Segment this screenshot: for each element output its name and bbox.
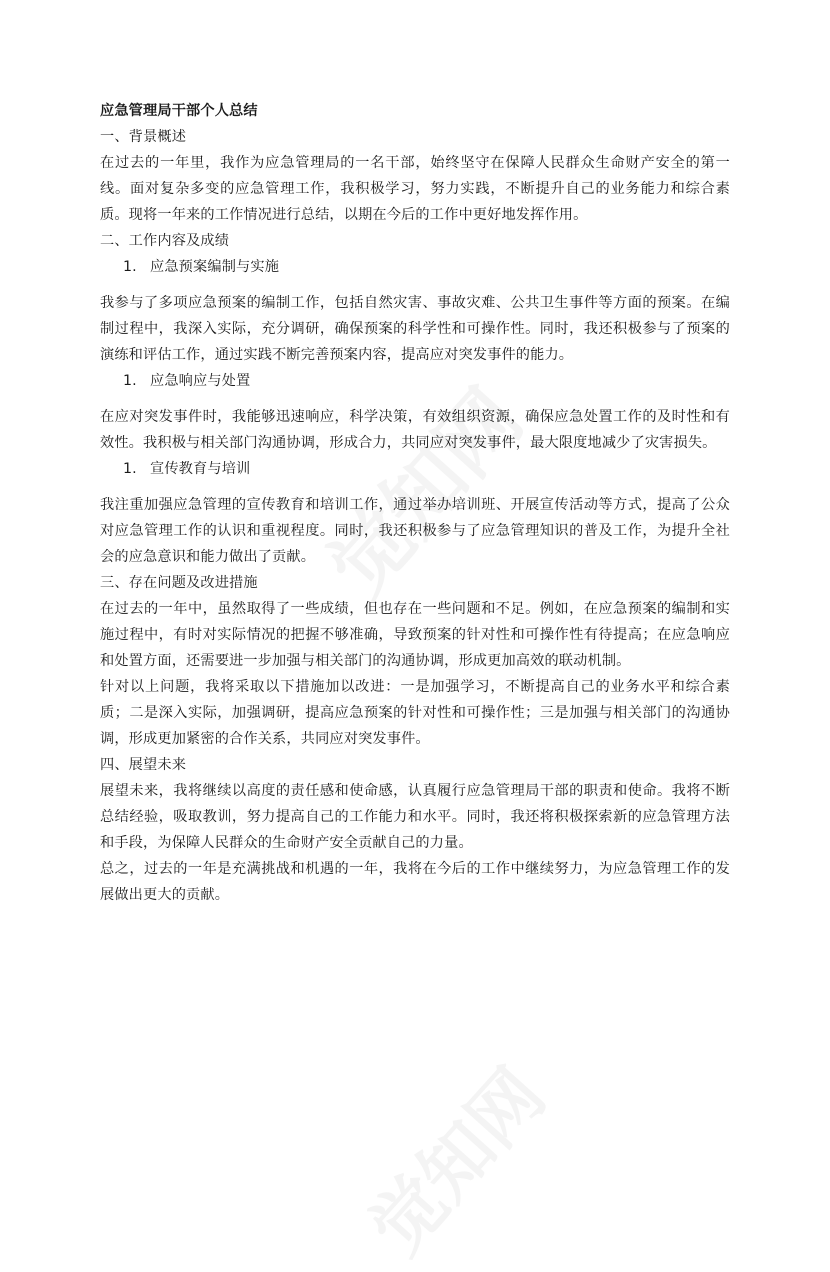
section-heading: 四、展望未来 [100,757,187,773]
subsection-heading [100,254,730,280]
paragraph: 在应对突发事件时，我能够迅速响应，科学决策，有效组织资源，确保应急处置工作的及时性和有效性。我积极与相关部门沟通协调，形成合力，共同应对突发事件，最大限度地减少了灾害损失。 [100,409,730,451]
paragraph: 我注重加强应急管理的宣传教育和培训工作，通过举办培训班、开展宣传活动等方式，提高了公众对应急管理工作的认识和重视程度。同时，我还积极参与了应急管理知识的普及工作，为提升全社会的应急意识和能力做出了贡献。 [100,497,730,565]
paragraph: 我参与了多项应急预案的编制工作，包括自然灾害、事故灾难、公共卫生事件等方面的预案。在编制过程中，我深入实际，充分调研，确保预案的科学性和可操作性。同时，我还积极参与了预案的演练和评估工作，通过实践不断完善预案内容，提高应对突发事件的能力。 [100,295,730,363]
subsection-title: 宣传教育与培训 [150,461,251,477]
document-body [100,98,730,908]
subsection-title: 应急响应与处置 [150,373,251,389]
section-heading: 三、存在问题及改进措施 [100,575,258,591]
subsection-heading [100,368,730,394]
subsection-heading [100,456,730,482]
subsection-title: 应急预案编制与实施 [150,259,280,275]
section-heading: 一、背景概述 [100,129,187,145]
paragraph: 针对以上问题，我将采取以下措施加以改进：一是加强学习，不断提高自己的业务水平和综合素质；二是深入实际，加强调研，提高应急预案的针对性和可操作性；三是加强与相关部门的沟通协调，形成更加紧密的合作关系，共同应对突发事件。 [100,679,730,747]
watermark [342,1042,564,1272]
list-number: 1. [123,461,137,477]
list-number: 1. [123,373,137,389]
list-number: 1. [123,259,137,275]
paragraph: 在过去的一年里，我作为应急管理局的一名干部，始终坚守在保障人民群众生命财产安全的第一线。面对复杂多变的应急管理工作，我积极学习，努力实践，不断提升自己的业务能力和综合素质。现将一年来的工作情况进行总结，以期在今后的工作中更好地发挥作用。 [100,155,730,223]
document-title: 应急管理局干部个人总结 [100,103,258,119]
paragraph: 展望未来，我将继续以高度的责任感和使命感，认真履行应急管理局干部的职责和使命。我将不断总结经验，吸取教训，努力提高自己的工作能力和水平。同时，我还将积极探索新的应急管理方法和手段，为保障人民群众的生命财产安全贡献自己的力量。 [100,783,730,851]
section-heading: 二、工作内容及成绩 [100,233,230,249]
paragraph: 总之，过去的一年是充满挑战和机遇的一年，我将在今后的工作中继续努力，为应急管理工作的发展做出更大的贡献。 [100,861,730,903]
paragraph: 在过去的一年中，虽然取得了一些成绩，但也存在一些问题和不足。例如，在应急预案的编制和实施过程中，有时对实际情况的把握不够准确，导致预案的针对性和可操作性有待提高；在应急响应和处置方面，还需要进一步加强与相关部门的沟通协调，形成更加高效的联动机制。 [100,601,730,669]
